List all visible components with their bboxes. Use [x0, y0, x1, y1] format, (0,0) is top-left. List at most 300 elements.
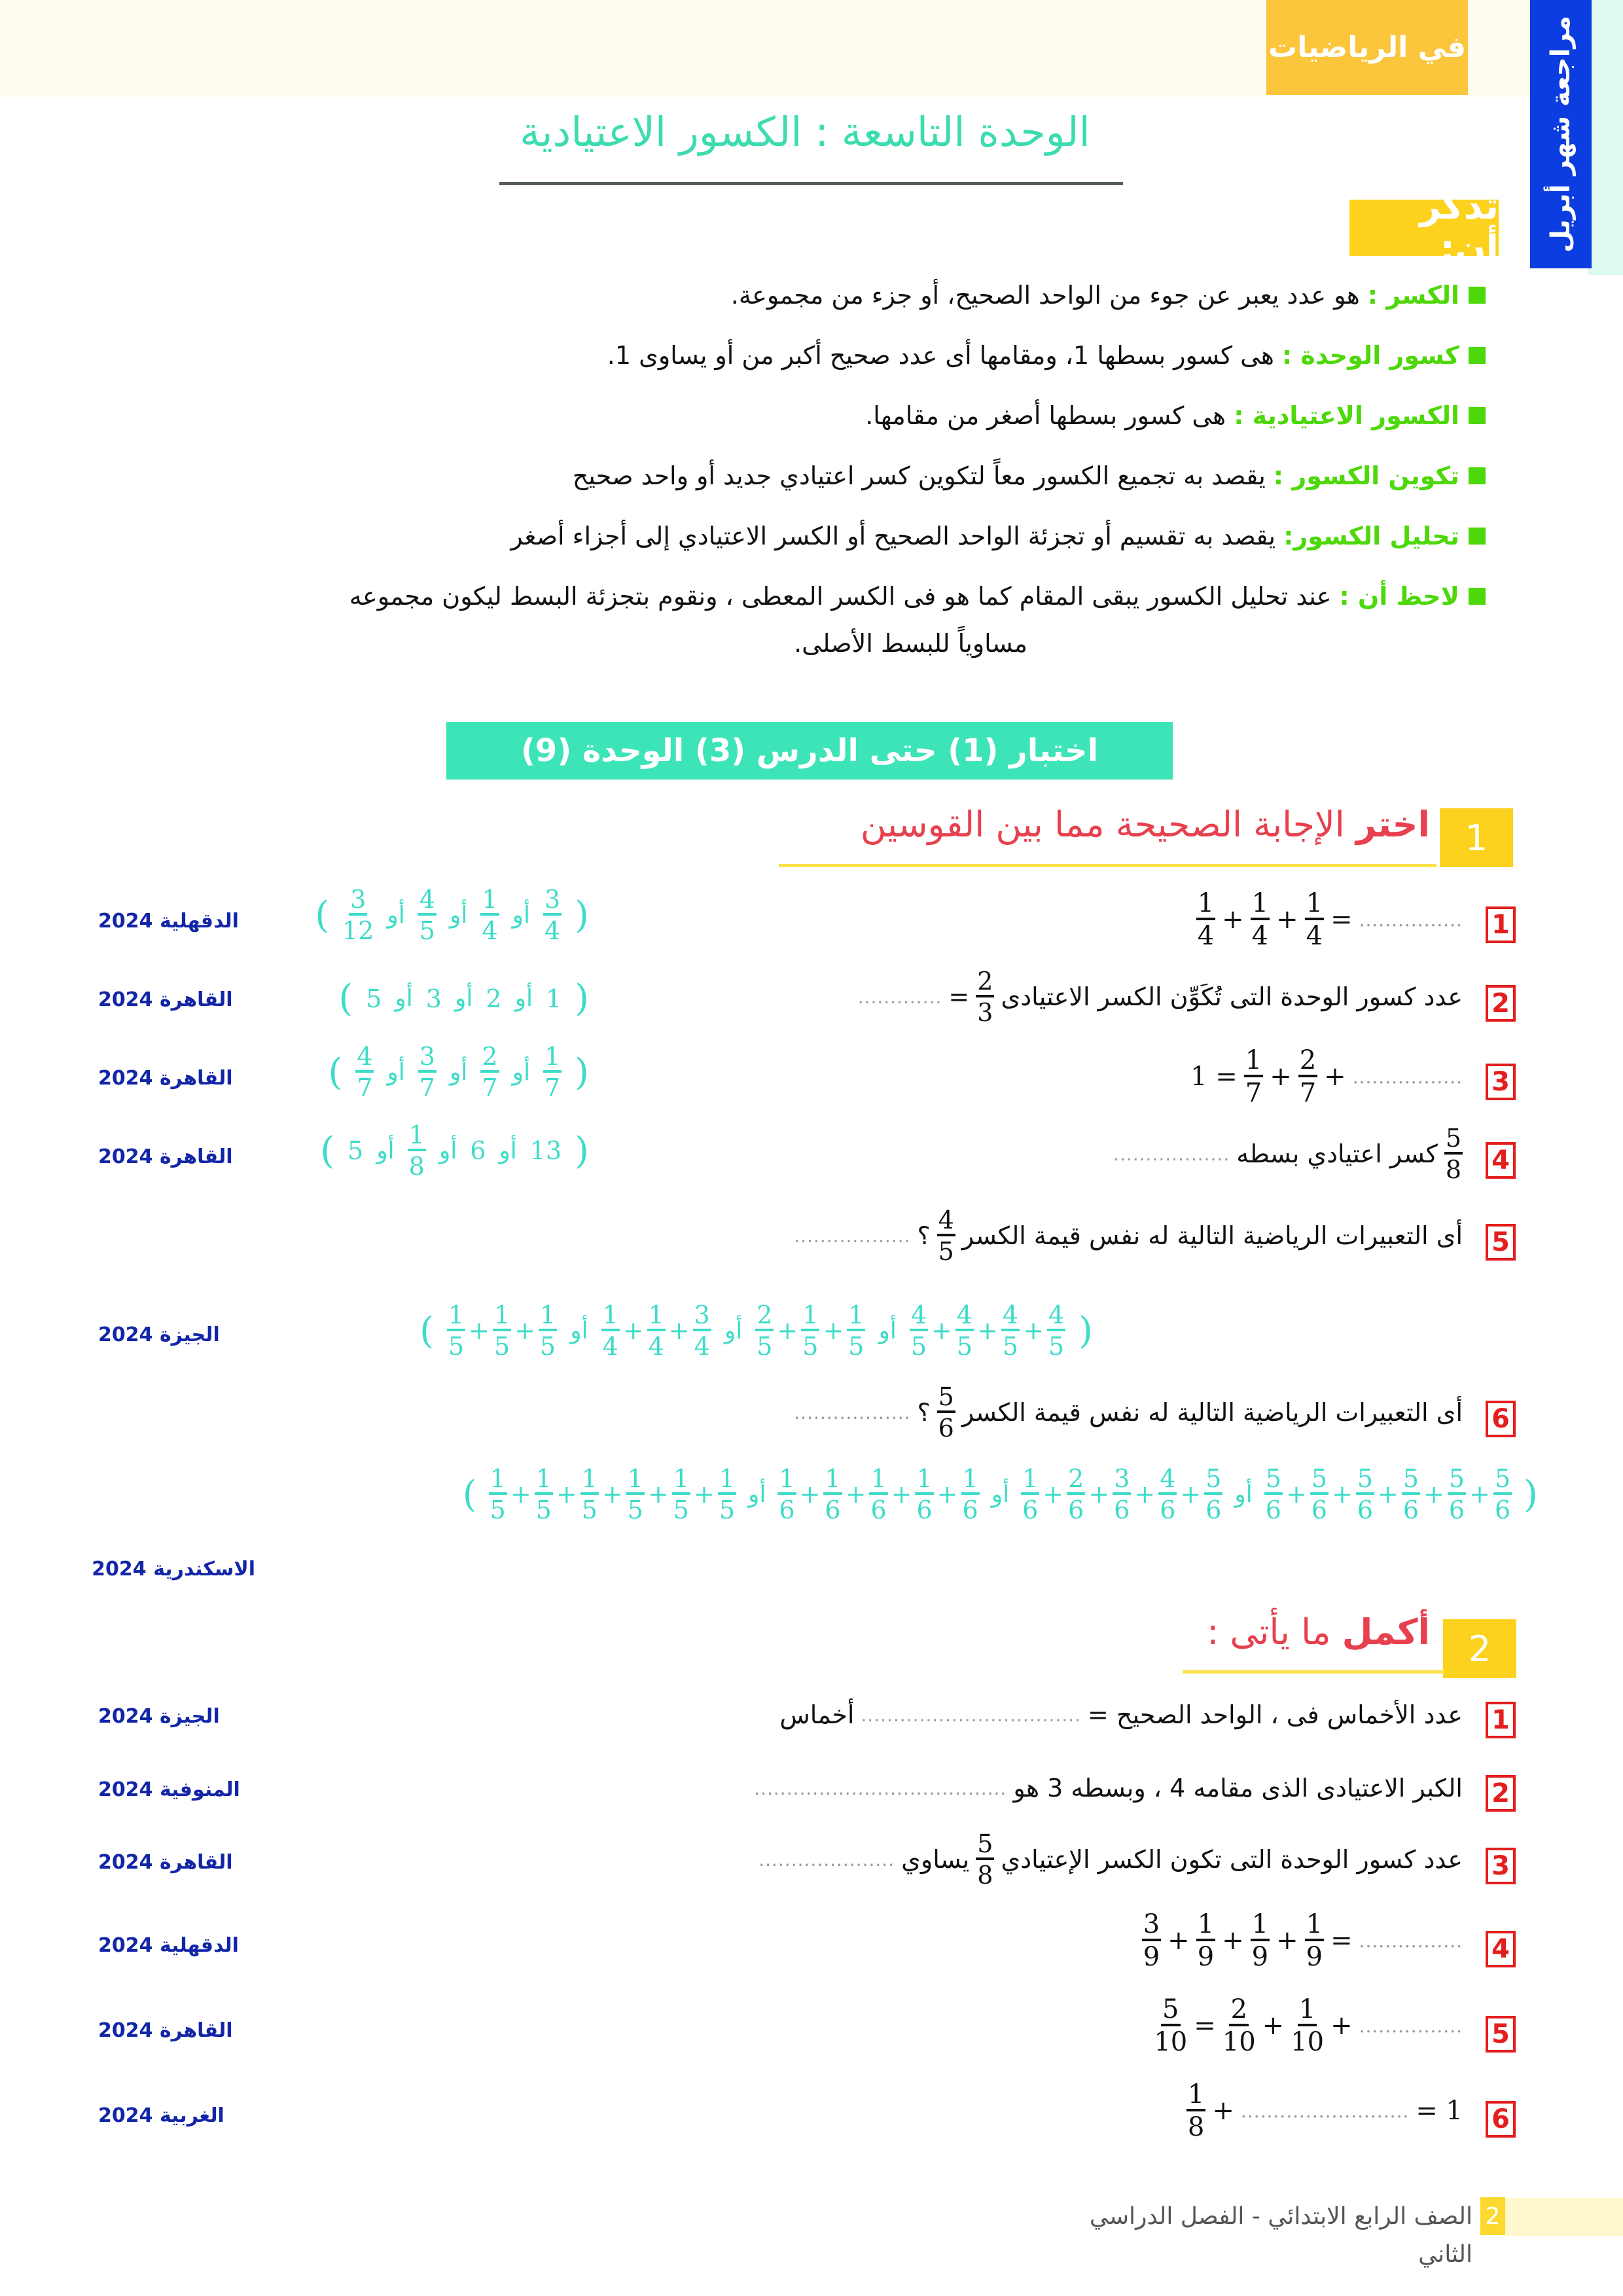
operator-sign: + [977, 1316, 998, 1345]
question-number-box: 6 [1486, 1401, 1516, 1437]
denominator: 6 [1357, 1496, 1374, 1524]
denominator: 6 [825, 1496, 841, 1524]
operator-sign: + [1332, 1480, 1353, 1509]
operator-sign: + [1276, 905, 1298, 935]
answer-blank: .................................. [861, 1704, 1081, 1726]
numerator: 2 [480, 1044, 499, 1073]
numerator: 5 [1402, 1466, 1420, 1495]
or-word: أو [387, 1058, 405, 1086]
operator-sign: + [1270, 1062, 1292, 1092]
operator-sign: = [1194, 2011, 1216, 2041]
answer-blank: ................. [1352, 1066, 1463, 1088]
denominator: 5 [910, 1332, 927, 1361]
exam-source-label: الاسكندرية 2024 [92, 1558, 255, 1581]
fraction [961, 1466, 980, 1522]
numerator: 1 [535, 1466, 553, 1495]
answer-options [301, 887, 589, 943]
answer-option[interactable] [530, 1136, 562, 1165]
paren-close: ) [575, 977, 589, 1020]
exam-source-label: القاهرة 2024 [98, 1067, 233, 1090]
answer-option[interactable] [601, 1302, 711, 1359]
operator-sign: + [1222, 905, 1244, 935]
fraction [535, 1466, 553, 1522]
denominator: 6 [1402, 1496, 1419, 1524]
question-number-box: 4 [1486, 1142, 1516, 1179]
or-word: أو [512, 901, 530, 929]
operator-sign: + [823, 1316, 844, 1345]
or-word: أو [512, 1058, 530, 1086]
fraction [1021, 1466, 1039, 1522]
denominator: 5 [540, 1332, 556, 1361]
numerator: 1 [1196, 890, 1215, 920]
fraction [777, 1466, 796, 1522]
answer-option[interactable] [1021, 1466, 1222, 1522]
question-number-box: 2 [1486, 1775, 1516, 1812]
numerator: 5 [1204, 1466, 1222, 1495]
denominator: 5 [802, 1332, 819, 1361]
numerator: 5 [1448, 1466, 1466, 1495]
or-word: أو [724, 1317, 743, 1344]
fraction [539, 1302, 557, 1359]
fraction [408, 1122, 426, 1179]
option-value: 5 [348, 1136, 364, 1165]
denominator: 5 [419, 916, 435, 945]
fraction [418, 1044, 437, 1100]
definition-continuation: مساوياً للبسط الأصلى. [794, 629, 1027, 658]
fraction [976, 969, 994, 1025]
fraction [976, 1831, 994, 1888]
numerator: 1 [1251, 890, 1270, 920]
exam-source-label: القاهرة 2024 [98, 1851, 233, 1874]
question-expression [1186, 2081, 1463, 2140]
remember-label: تذكر أن: [1349, 200, 1499, 256]
answer-option[interactable] [447, 1302, 557, 1359]
operator-sign: + [1324, 1062, 1346, 1092]
question-number-box: 5 [1486, 1224, 1516, 1261]
paren-open: ( [462, 1473, 477, 1516]
numerator: 1 [847, 1302, 865, 1331]
fraction [1047, 1302, 1065, 1359]
answer-blank: ............. [857, 986, 942, 1008]
denominator: 10 [1222, 2027, 1256, 2057]
fraction [915, 1466, 933, 1522]
section-number: 1 [1440, 808, 1513, 867]
answer-blank: ................ [1359, 2015, 1463, 2037]
denominator: 7 [482, 1073, 498, 1102]
answer-option[interactable] [486, 984, 501, 1013]
numerator: 4 [1001, 1302, 1020, 1331]
denominator: 5 [448, 1332, 465, 1361]
question-text [754, 1774, 1463, 1803]
fraction [1448, 1466, 1466, 1522]
numerator: 1 [408, 1122, 426, 1151]
denominator: 9 [1143, 1942, 1160, 1972]
numerator: 1 [1298, 1996, 1317, 2026]
question-label: أى التعبيرات الرياضية التالية له نفس قيمة الكسر [961, 1398, 1463, 1427]
answer-option[interactable] [546, 984, 562, 1013]
numerator: 1 [915, 1466, 933, 1495]
option-value: 13 [529, 1136, 562, 1165]
answer-option[interactable] [777, 1466, 979, 1522]
numerator: 2 [1067, 1466, 1085, 1495]
operator-sign: + [693, 1480, 715, 1509]
answer-blank: .................. [794, 1401, 911, 1424]
exam-source-label: الغربية 2024 [98, 2104, 224, 2127]
definition-item [151, 265, 1486, 325]
numerator: 1 [1196, 1911, 1215, 1941]
question-number-box: 6 [1486, 2101, 1516, 2138]
fraction [1264, 1466, 1283, 1522]
fraction [1310, 1466, 1329, 1522]
answer-blank: ....................................... [754, 1777, 1007, 1799]
fraction [342, 887, 374, 943]
fraction [1113, 1466, 1131, 1522]
definition-term: لاحظ أن : [1339, 582, 1459, 611]
paren-open: ( [320, 1129, 335, 1172]
answer-option[interactable] [480, 1044, 499, 1100]
denominator: 5 [493, 1332, 510, 1361]
denominator: 6 [1494, 1496, 1511, 1524]
operator-sign: + [510, 1480, 531, 1509]
operator-sign: + [1212, 2096, 1234, 2126]
fraction [1154, 1996, 1187, 2055]
denominator: 5 [938, 1237, 954, 1266]
answer-option[interactable] [470, 1136, 486, 1165]
fraction [937, 1208, 955, 1264]
definition-item [151, 566, 1486, 626]
footer-text: الصف الرابع الابتدائي - الفصل الدراسي الثاني [1089, 2203, 1472, 2268]
answer-option[interactable] [910, 1302, 1065, 1359]
fraction [543, 887, 562, 943]
footer-strip [1505, 2198, 1623, 2236]
denominator: 5 [956, 1332, 973, 1361]
numerator: 1 [1305, 890, 1324, 920]
numerator: 2 [755, 1302, 774, 1331]
numerator: 1 [1251, 1911, 1270, 1941]
question-expression [1190, 1047, 1463, 1106]
fraction [626, 1466, 645, 1522]
fraction [1222, 1996, 1256, 2055]
answer-option[interactable] [342, 887, 374, 943]
operator-sign: + [1262, 2011, 1285, 2041]
fraction [955, 1302, 974, 1359]
definition-term: تحليل الكسور: [1283, 522, 1459, 550]
question-suffix: أخماس [779, 1700, 855, 1729]
question-label: أى التعبيرات الرياضية التالية له نفس قيمة الكسر [961, 1221, 1463, 1250]
exam-source-label: الدقهلية 2024 [98, 910, 239, 933]
fraction [1251, 890, 1270, 949]
numerator: 1 [801, 1302, 819, 1331]
answer-blank: ................ [1359, 1929, 1463, 1952]
denominator: 7 [419, 1073, 435, 1102]
fraction [480, 1044, 499, 1100]
denominator: 10 [1291, 2027, 1325, 2057]
denominator: 4 [648, 1332, 664, 1361]
definition-text: هى كسور بسطها 1، ومقامها أى عدد صحيح أكبر من أو يساوى 1. [607, 341, 1282, 370]
fraction [823, 1466, 842, 1522]
fraction [1196, 1911, 1215, 1970]
question-text [794, 1208, 1463, 1264]
fraction [847, 1302, 865, 1359]
denominator: 6 [1160, 1496, 1176, 1524]
operator-sign: + [799, 1480, 821, 1509]
numerator: 1 [1186, 2081, 1205, 2111]
denominator: 10 [1154, 2027, 1188, 2057]
fraction [1305, 1911, 1324, 1970]
or-word: أو [376, 1137, 395, 1164]
numerator: 5 [1161, 1996, 1180, 2026]
answer-option[interactable] [366, 984, 382, 1013]
numerator: 1 [489, 1466, 507, 1495]
denominator: 8 [1445, 1155, 1461, 1184]
section-underline [1183, 1670, 1444, 1674]
numerator: 1 [823, 1466, 842, 1495]
answer-option[interactable] [355, 1044, 374, 1100]
question-text [794, 1384, 1463, 1441]
numerator: 3 [418, 1044, 437, 1073]
numerator: 4 [418, 887, 437, 916]
operator-sign: + [777, 1316, 798, 1345]
numerator: 1 [718, 1466, 736, 1495]
numerator: 1 [493, 1302, 511, 1331]
fraction [418, 887, 437, 943]
denominator: 6 [938, 1414, 954, 1443]
fraction [601, 1302, 620, 1359]
square-bullet-icon [1469, 407, 1486, 424]
numerator: 4 [910, 1302, 928, 1331]
answer-option[interactable] [348, 1136, 363, 1165]
question-label: عدد كسور الوحدة التى تُكَوِّن الكسر الاعتيادى [1001, 982, 1463, 1011]
denominator: 6 [1311, 1496, 1328, 1524]
denominator: 12 [342, 916, 374, 945]
paren-close: ) [575, 1129, 589, 1172]
operator-sign: = [1330, 905, 1353, 935]
fraction [355, 1044, 374, 1100]
answer-option[interactable] [426, 984, 442, 1013]
paren-close: ) [1079, 1309, 1093, 1352]
definition-text: يقصد به تقسيم أو تجزئة الواحد الصحيح أو الكسر الاعتيادي إلى أجزاء أصغر [510, 522, 1284, 550]
operator-sign: + [845, 1480, 866, 1509]
operator-sign: + [1088, 1480, 1110, 1509]
fraction [1244, 1047, 1263, 1106]
exam-source-label: الجيزة 2024 [98, 1323, 220, 1346]
numerator: 1 [539, 1302, 557, 1331]
answer-option[interactable] [418, 1044, 437, 1100]
numerator: 1 [601, 1302, 620, 1331]
option-value: 1 [545, 984, 562, 1013]
operator-sign: + [1469, 1480, 1490, 1509]
brand-bar [1530, 0, 1592, 268]
fraction [869, 1466, 887, 1522]
question-label: عدد الأخماس فى ، الواحد الصحيح = [1088, 1700, 1463, 1729]
square-bullet-icon [1469, 467, 1486, 484]
fraction [1402, 1466, 1420, 1522]
option-value: 2 [486, 984, 502, 1013]
fraction [493, 1302, 511, 1359]
denominator: 9 [1251, 1942, 1269, 1972]
paren-open: ( [315, 893, 330, 937]
fraction [1493, 1466, 1512, 1522]
fraction [580, 1466, 599, 1522]
numerator: 5 [1310, 1466, 1329, 1495]
numerator: 5 [1444, 1126, 1463, 1155]
answer-options [262, 1302, 1093, 1359]
numerator: 2 [976, 969, 994, 997]
question-label: عدد كسور الوحدة التى تكون الكسر الإعتيادي [1001, 1845, 1463, 1874]
operator-sign: + [556, 1480, 577, 1509]
exam-source-label: القاهرة 2024 [98, 988, 233, 1011]
denominator: 6 [779, 1496, 795, 1524]
section-title-rest: ما يأتى : [1207, 1611, 1342, 1653]
denominator: 4 [1306, 921, 1323, 951]
numerator: 3 [693, 1302, 711, 1331]
or-word: أو [1234, 1480, 1253, 1508]
exam-source-label: المنوفية 2024 [98, 1778, 240, 1801]
section-title-bold: اختر [1355, 804, 1430, 845]
denominator: 9 [1197, 1942, 1215, 1972]
equals-sign: = [948, 982, 970, 1011]
answer-options [301, 1122, 589, 1179]
numerator: 5 [1493, 1466, 1512, 1495]
numerator: 1 [961, 1466, 980, 1495]
operator-sign: + [1222, 1926, 1244, 1956]
answer-options [301, 977, 589, 1020]
operator-sign: + [931, 1316, 952, 1345]
definition-item [151, 506, 1486, 566]
answer-option[interactable] [1264, 1466, 1512, 1522]
equals-one: = 1 [1416, 2096, 1463, 2126]
fraction [910, 1302, 928, 1359]
numerator: 1 [1021, 1466, 1039, 1495]
or-word: أو [438, 1137, 457, 1164]
or-word: أو [449, 1058, 468, 1086]
question-text [858, 969, 1463, 1025]
definition-term: تكوين الكسور : [1273, 461, 1459, 490]
operator-sign: + [1330, 2011, 1353, 2041]
question-number-box: 3 [1486, 1848, 1516, 1884]
fraction [718, 1466, 736, 1522]
operator-sign: + [469, 1316, 490, 1345]
or-word: أو [514, 985, 533, 1012]
operator-sign: + [647, 1480, 669, 1509]
operator-sign: + [1023, 1316, 1044, 1345]
question-label: الكبر الاعتيادى الذى مقامه 4 ، وبسطه 3 هو [1013, 1774, 1463, 1803]
denominator: 5 [1048, 1332, 1065, 1361]
operator-sign: = [1330, 1926, 1353, 1956]
answer-option[interactable] [489, 1466, 736, 1522]
definition-term: كسور الوحدة : [1281, 341, 1459, 370]
numerator: 1 [626, 1466, 645, 1495]
numerator: 2 [1229, 1996, 1248, 2026]
denominator: 8 [408, 1152, 425, 1181]
denominator: 6 [870, 1496, 887, 1524]
fraction [543, 1044, 562, 1100]
numerator: 3 [543, 887, 562, 916]
answer-option[interactable] [418, 887, 437, 943]
operator-sign: + [601, 1480, 623, 1509]
fraction [1158, 1466, 1177, 1522]
answer-option[interactable] [755, 1302, 865, 1359]
fraction [693, 1302, 711, 1359]
definition-term: الكسر : [1367, 281, 1459, 310]
brand-text: مراجعة شهر أبريل [1546, 16, 1576, 253]
or-word: أو [991, 1480, 1010, 1508]
denominator: 5 [1002, 1332, 1019, 1361]
question-label: كسر اعتيادي بسطه [1236, 1139, 1438, 1168]
denominator: 8 [977, 1861, 993, 1890]
fraction [1186, 2081, 1205, 2140]
operator-sign: + [514, 1316, 535, 1345]
numerator: 1 [672, 1466, 690, 1495]
denominator: 6 [1068, 1496, 1084, 1524]
section-title [1207, 1611, 1430, 1653]
or-word: أو [395, 985, 413, 1012]
square-bullet-icon [1469, 347, 1486, 364]
numerator: 5 [976, 1831, 994, 1860]
fraction [1291, 1996, 1324, 2055]
page-number: 2 [1480, 2197, 1505, 2235]
definition-item [151, 325, 1486, 386]
numerator: 1 [1244, 1047, 1263, 1077]
operator-sign: + [1285, 1480, 1307, 1509]
paren-open: ( [338, 977, 353, 1020]
square-bullet-icon [1469, 287, 1486, 304]
definition-term: الكسور الاعتيادية : [1234, 401, 1459, 430]
operator-sign: + [1276, 1926, 1298, 1956]
title-underline [499, 182, 1123, 185]
denominator: 7 [1245, 1078, 1262, 1108]
exam-source-label: الجيزة 2024 [98, 1705, 220, 1728]
question-number-box: 4 [1486, 1931, 1516, 1967]
option-value: 5 [366, 984, 382, 1013]
question-expression [1196, 890, 1463, 949]
operator-sign: + [1180, 1480, 1202, 1509]
numerator: 3 [1113, 1466, 1131, 1495]
answer-option[interactable] [543, 887, 562, 943]
numerator: 3 [349, 887, 367, 916]
denominator: 4 [1197, 921, 1215, 951]
unit-title: الوحدة التاسعة : الكسور الاعتيادية [520, 108, 1090, 156]
denominator: 4 [482, 916, 498, 945]
answer-option[interactable] [408, 1122, 426, 1179]
answer-options [177, 1466, 1538, 1522]
option-value: 3 [425, 984, 442, 1013]
answer-blank: ................ [1359, 908, 1463, 931]
denominator: 4 [602, 1332, 618, 1361]
fraction [1067, 1466, 1085, 1522]
or-word: أو [449, 901, 468, 929]
numerator: 5 [1356, 1466, 1374, 1495]
question-text [1113, 1126, 1463, 1182]
question-number-box: 2 [1486, 985, 1516, 1022]
test-banner: اختبار (1) حتى الدرس (3) الوحدة (9) [446, 722, 1173, 780]
answer-option[interactable] [543, 1044, 562, 1100]
question-mark: ؟ [917, 1221, 931, 1250]
answer-option[interactable] [480, 887, 499, 943]
denominator: 7 [544, 1073, 561, 1102]
operator-sign: + [1423, 1480, 1444, 1509]
denominator: 3 [977, 998, 993, 1027]
operator-sign: + [1134, 1480, 1156, 1509]
fraction [1298, 1047, 1317, 1106]
denominator: 8 [1187, 2112, 1205, 2142]
denominator: 7 [1299, 1078, 1317, 1108]
numerator: 4 [355, 1044, 374, 1073]
exam-source-label: القاهرة 2024 [98, 1145, 233, 1168]
operator-sign: + [668, 1316, 690, 1345]
denominator: 6 [916, 1496, 933, 1524]
fraction [647, 1302, 666, 1359]
